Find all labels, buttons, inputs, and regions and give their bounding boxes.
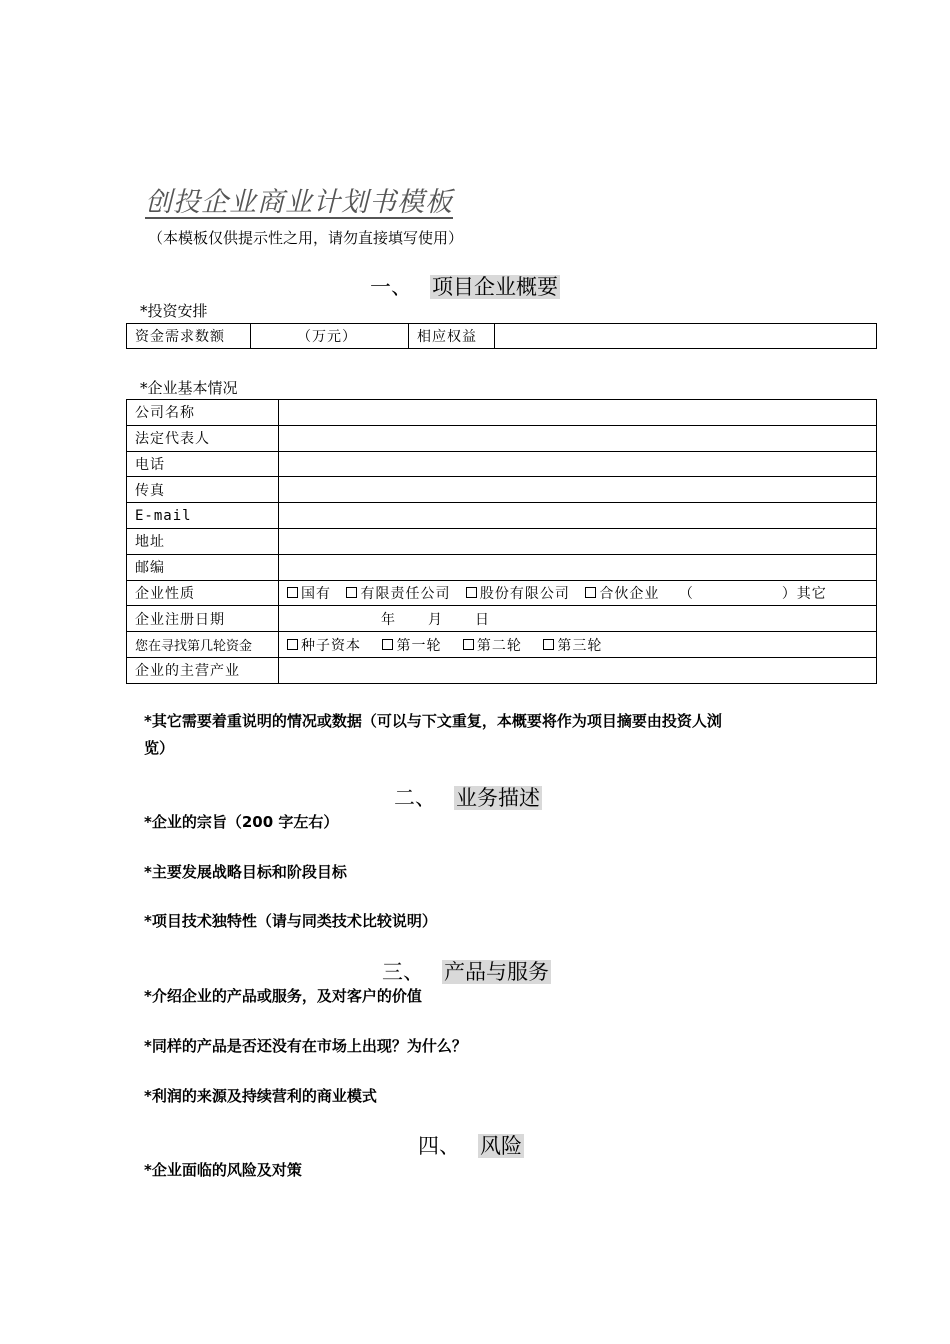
company-info-label: *企业基本情况 [140,379,238,397]
section-heading-3 [382,956,551,986]
checkbox-icon[interactable] [382,639,393,650]
section-number: 四、 [418,1134,460,1158]
phone-field[interactable] [279,451,877,477]
document-title: 创投企业商业计划书模板 [145,187,453,218]
section-title: 风险 [480,1134,522,1158]
company-info-table [126,399,877,684]
row-label-round: 您在寻找第几轮资金 [127,632,279,658]
round-option-second[interactable]: 第二轮 [463,638,522,654]
checkbox-icon[interactable] [287,639,298,650]
table-row [127,503,877,529]
section-number: 二、 [394,786,436,810]
date-month: 月 [428,611,443,628]
email-field[interactable] [279,503,877,529]
section-title: 业务描述 [456,786,540,810]
round-option-first[interactable]: 第一轮 [382,638,441,654]
row-label-industry: 企业的主营产业 [127,657,279,683]
strategy-prompt: *主要发展战略目标和阶段目标 [144,863,347,881]
table-row [127,425,877,451]
section-heading-4 [418,1130,524,1160]
nature-option-joint-stock[interactable]: 股份有限公司 [466,586,570,602]
usage-note: （本模板仅供提示性之用，请勿直接填写使用） [148,229,464,247]
regdate-field[interactable] [279,606,877,632]
checkbox-icon[interactable] [463,639,474,650]
risk-prompt: *企业面临的风险及对策 [144,1161,302,1179]
row-label-nature: 企业性质 [127,580,279,606]
other-info-prompt-line2: 览） [144,739,175,757]
tech-prompt: *项目技术独特性（请与同类技术比较说明） [144,912,437,930]
table-row [127,528,877,554]
investment-table [126,323,877,349]
nature-option-state[interactable]: 国有 [287,586,331,602]
table-row [127,477,877,503]
table-row [127,580,877,606]
address-field[interactable] [279,528,877,554]
industry-field[interactable] [279,657,877,683]
nature-options [279,580,877,606]
table-row [127,400,877,426]
checkbox-icon[interactable] [466,587,477,598]
table-row [127,324,877,349]
row-label-legal: 法定代表人 [127,425,279,451]
round-option-seed[interactable]: 种子资本 [287,638,361,654]
market-prompt: *同样的产品是否还没有在市场上出现？为什么？ [144,1037,467,1055]
equity-label: 相应权益 [409,324,495,349]
nature-option-partnership[interactable]: 合伙企业 [585,586,659,602]
checkbox-icon[interactable] [585,587,596,598]
other-info-prompt-line1: *其它需要着重说明的情况或数据（可以与下文重复，本概要将作为项目摘要由投资人浏 [144,712,722,730]
nature-other-open: （ [678,585,694,602]
zip-field[interactable] [279,554,877,580]
table-row [127,606,877,632]
amount-label: 资金需求数额 [127,324,251,349]
fax-field[interactable] [279,477,877,503]
row-label-phone: 电话 [127,451,279,477]
table-row [127,554,877,580]
equity-field[interactable] [495,324,877,349]
row-label-regdate: 企业注册日期 [127,606,279,632]
legal-rep-field[interactable] [279,425,877,451]
row-label-fax: 传真 [127,477,279,503]
section-heading-2 [394,782,542,812]
section-number: 一、 [370,275,412,299]
amount-unit[interactable]: （万元） [251,324,409,349]
nature-option-llc[interactable]: 有限责任公司 [346,586,450,602]
nature-other-label: ）其它 [781,585,827,602]
section-heading-1 [370,271,560,301]
row-label-name: 公司名称 [127,400,279,426]
section-title: 产品与服务 [444,960,549,984]
product-prompt: *介绍企业的产品或服务，及对客户的价值 [144,987,422,1005]
row-label-address: 地址 [127,528,279,554]
checkbox-icon[interactable] [543,639,554,650]
table-row [127,657,877,683]
profit-prompt: *利润的来源及持续营利的商业模式 [144,1087,377,1105]
round-option-third[interactable]: 第三轮 [543,638,602,654]
company-name-field[interactable] [279,400,877,426]
row-label-zip: 邮编 [127,554,279,580]
checkbox-icon[interactable] [287,587,298,598]
table-row [127,632,877,658]
date-day: 日 [475,611,490,628]
table-row [127,451,877,477]
purpose-prompt: *企业的宗旨（200 字左右） [144,813,339,831]
round-options [279,632,877,658]
investment-label: *投资安排 [140,302,208,320]
section-number: 三、 [382,960,424,984]
section-title: 项目企业概要 [432,275,558,299]
checkbox-icon[interactable] [346,587,357,598]
row-label-email: E-mail [127,503,279,529]
date-year: 年 [381,611,396,628]
